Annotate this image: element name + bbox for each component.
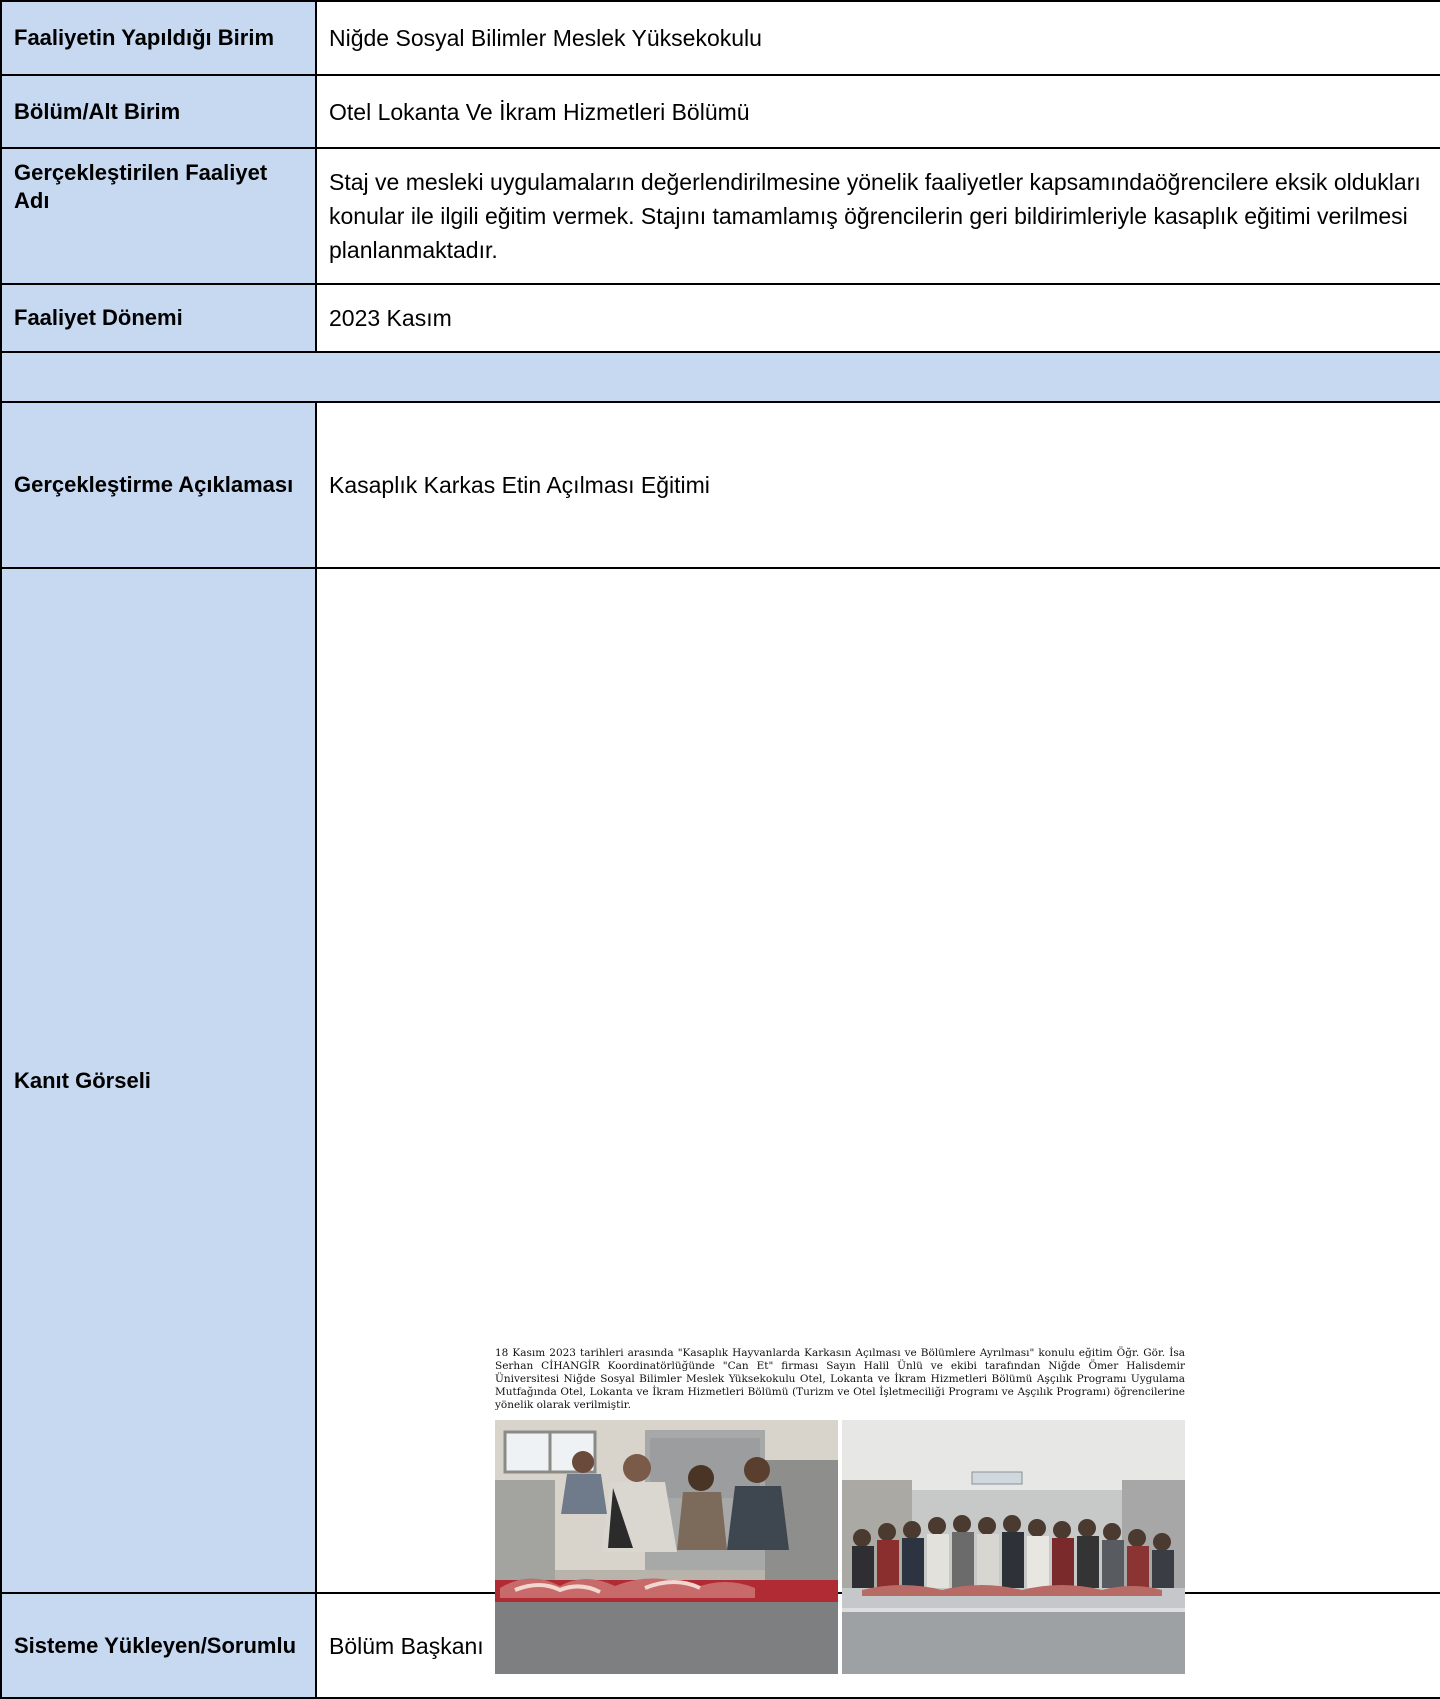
row-value: 2023 Kasım (316, 284, 1440, 352)
row-label: Kanıt Görseli (1, 568, 316, 1593)
table-row (1, 148, 1440, 284)
row-label: Faaliyetin Yapıldığı Birim (1, 1, 316, 75)
table-row (1, 75, 1440, 148)
table-row (1, 284, 1440, 352)
row-value: Staj ve mesleki uygulamaların değerlendirilmesine yönelik faaliyetler kapsamındaöğrencilere eksik oldukları konular ile ilgili eğitim vermek. Stajını tamamlamış öğrencilerin geri bildirimleriyle kasaplık eğitimi verilmesi planlanmaktadır. (316, 148, 1440, 284)
training-photo-2 (842, 1420, 1185, 1674)
row-label: Faaliyet Dönemi (1, 284, 316, 352)
evidence-cell (316, 568, 1440, 1593)
row-label: Sisteme Yükleyen/Sorumlu (1, 1593, 316, 1698)
row-label: Gerçekleştirme Açıklaması (1, 402, 316, 568)
table-row (1, 402, 1440, 568)
section-spacer-row (1, 352, 1440, 402)
row-value: Kasaplık Karkas Etin Açılması Eğitimi (316, 402, 1440, 568)
row-label: Bölüm/Alt Birim (1, 75, 316, 148)
training-photo-1 (495, 1420, 838, 1674)
row-label: Gerçekleştirilen Faaliyet Adı (1, 148, 316, 284)
table-row (1, 568, 1440, 1593)
row-value: Niğde Sosyal Bilimler Meslek Yüksekokulu (316, 1, 1440, 75)
evidence-image (495, 1347, 1185, 1674)
evidence-caption: 18 Kasım 2023 tarihleri arasında "Kasaplık Hayvanlarda Karkasın Açılması ve Bölümlere Ayrılması" konulu eğitim Öğr. Gör. İsa Serhan CİHANGİR Koordinatörlüğünde "Can Et" firması Sayın Halil Ünlü ve ekibi tarafından Niğde Ömer Halisdemir Üniversitesi Niğde Sosyal Bilimler Meslek Yüksekokulu Otel, Lokanta ve İkram Hizmetleri Bölümü Aşçılık Programı Uygulama Mutfağında Otel, Lokanta ve İkram Hizmetleri Bölümü (Turizm ve Otel İşletmeciliği Programı ve Aşçılık Programı) öğrencilerine yönelik olarak verilmiştir. (495, 1346, 1185, 1411)
section-spacer (1, 352, 1440, 402)
row-value: Otel Lokanta Ve İkram Hizmetleri Bölümü (316, 75, 1440, 148)
table-row (1, 1, 1440, 75)
row-value: Bölüm Başkanı (316, 1593, 1440, 1698)
